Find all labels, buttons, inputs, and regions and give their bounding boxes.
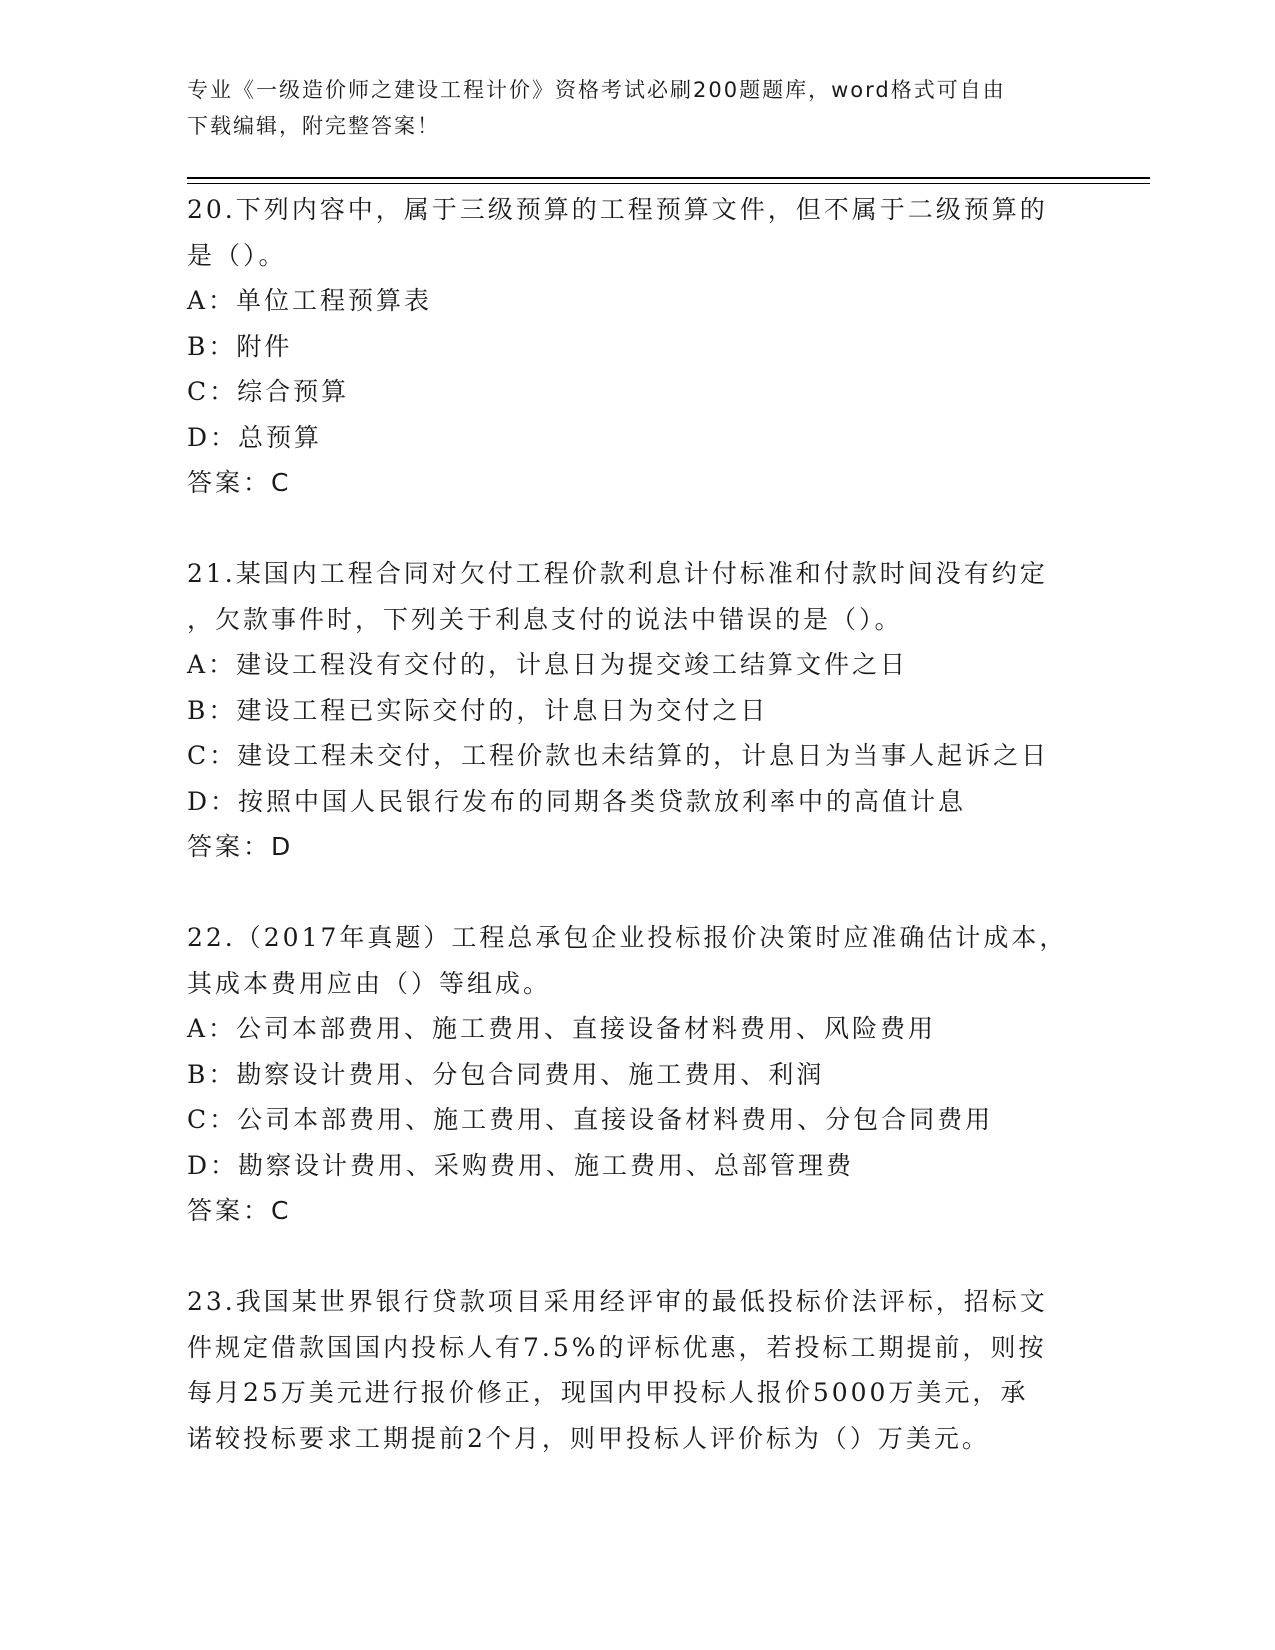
header-line-2: 下载编辑，附完整答案！ (187, 114, 440, 138)
answer-line: 答案：C (187, 468, 292, 497)
option-d: D：勘察设计费用、采购费用、施工费用、总部管理费 (187, 1150, 855, 1180)
answer-line: 答案：D (187, 832, 294, 861)
option-b: B：勘察设计费用、分包合同费用、施工费用、利润 (187, 1059, 825, 1089)
answer-line: 答案：C (187, 1196, 292, 1225)
question-stem-line: 是（）。 (187, 240, 287, 270)
option-c: C：公司本部费用、施工费用、直接设备材料费用、分包合同费用 (187, 1105, 994, 1134)
option-b: B：建设工程已实际交付的，计息日为交付之日 (187, 695, 769, 725)
question-21 (187, 551, 1087, 870)
question-23 (187, 1279, 1087, 1461)
option-d: D：按照中国人民银行发布的同期各类贷款放利率中的高值计息 (187, 786, 967, 816)
option-d: D：总预算 (187, 422, 323, 452)
question-stem-line: 诺较投标要求工期提前2个月，则甲投标人评价标为（）万美元。 (187, 1423, 990, 1453)
header-line-1: 专业《一级造价师之建设工程计价》资格考试必刷200题题库，word格式可自由 (187, 78, 1006, 102)
option-a: A：公司本部费用、施工费用、直接设备材料费用、风险费用 (187, 1014, 937, 1043)
option-c: C：建设工程未交付，工程价款也未结算的，计息日为当事人起诉之日 (187, 741, 1050, 770)
option-a: A：建设工程没有交付的，计息日为提交竣工结算文件之日 (187, 650, 909, 679)
document-header (187, 72, 1087, 144)
question-spacer (187, 870, 1087, 916)
option-a: A：单位工程预算表 (187, 286, 433, 315)
question-stem-line: 22.（2017年真题）工程总承包企业投标报价决策时应准确估计成本， (187, 923, 1068, 952)
question-stem-line: 20.下列内容中，属于三级预算的工程预算文件，但不属于二级预算的 (187, 195, 1048, 224)
question-22 (187, 915, 1087, 1234)
question-spacer (187, 1234, 1087, 1280)
question-stem-line: ，欠款事件时，下列关于利息支付的说法中错误的是（）。 (187, 604, 903, 634)
option-c: C：综合预算 (187, 377, 350, 406)
question-list (187, 187, 1087, 1461)
question-stem-line: 21.某国内工程合同对欠付工程价款利息计付标准和付款时间没有约定 (187, 559, 1048, 588)
option-b: B：附件 (187, 331, 293, 361)
question-spacer (187, 506, 1087, 552)
header-rule-thick (187, 177, 1150, 179)
question-stem-line: 件规定借款国国内投标人有7.5%的评标优惠，若投标工期提前，则按 (187, 1332, 1047, 1362)
header-rule-thin (187, 183, 1150, 184)
question-stem-line: 每月25万美元进行报价修正，现国内甲投标人报价5000万美元，承 (187, 1378, 1029, 1407)
question-stem-line: 其成本费用应由（）等组成。 (187, 968, 552, 998)
question-stem-line: 23.我国某世界银行贷款项目采用经评审的最低投标价法评标，招标文 (187, 1287, 1048, 1316)
question-20 (187, 187, 1087, 506)
